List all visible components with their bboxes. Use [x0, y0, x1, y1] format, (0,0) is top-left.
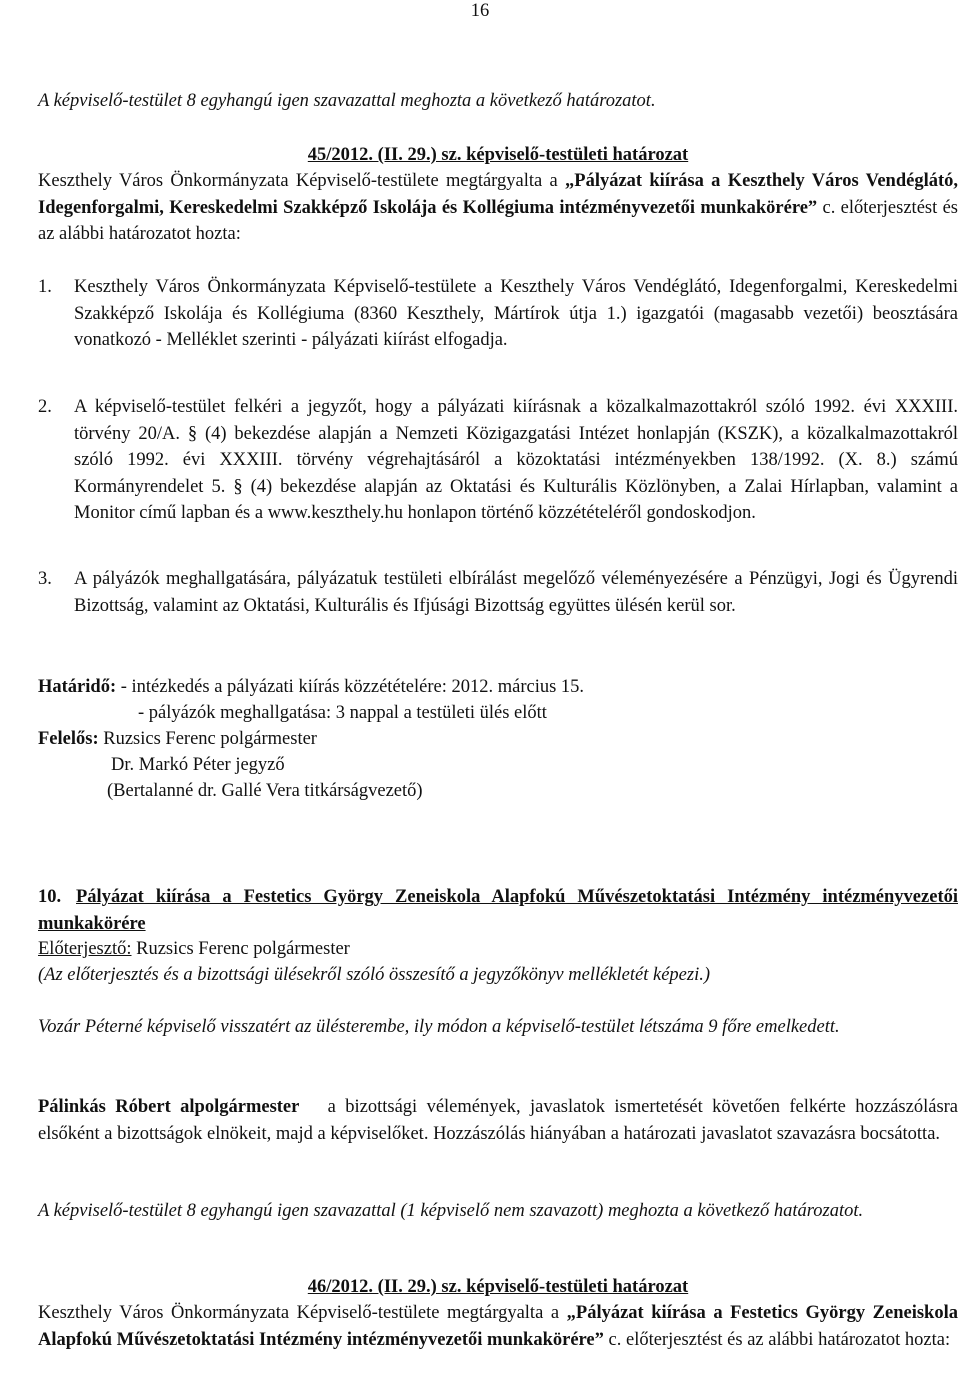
resolution-item-2	[38, 394, 958, 527]
responsible-label: Felelős:	[38, 729, 99, 749]
presenter-value: Ruzsics Ferenc polgármester	[131, 939, 350, 959]
page-number: 16	[470, 1, 490, 21]
responsible-line-2: Dr. Markó Péter jegyző	[111, 755, 285, 775]
agenda-title: Pályázat kiírása a Festetics György Zeneiskola Alapfokú Művészetoktatási Intézmény intézményvezetői munkakörére	[38, 887, 958, 934]
vozar-paragraph: Vozár Péterné képviselő visszatért az ülésterembe, ily módon a képviselő-testület létszáma 9 főre emelkedett.	[38, 1017, 840, 1037]
lead-text-end: c. előterjesztést és az alábbi határozatot hozta:	[603, 1329, 951, 1350]
item-text: A pályázók meghallgatására, pályázatuk testületi elbírálást megelőző véleményezésére a Pénzügyi, Jogi és Ügyrendi Bizottság, valamint az Oktatási, Kulturális és Ifjúsági Bizottság együttes ülésén kerül sor.	[74, 569, 958, 616]
lead-text: Keszthely Város Önkormányzata Képviselő-testülete megtárgyalta a	[38, 171, 566, 191]
lead-text-end: c. előterjesztést és az alábbi határozatot hozta:	[38, 197, 958, 244]
resolution-46-lead	[38, 1300, 958, 1353]
responsible-line-3: (Bertalanné dr. Gallé Vera titkárságvezető)	[107, 781, 423, 801]
deadline-label: Határidő:	[38, 677, 117, 697]
item-number: 2.	[38, 397, 52, 417]
responsible-line	[38, 726, 958, 753]
agenda-item-10	[38, 884, 958, 937]
item-text: Keszthely Város Önkormányzata Képviselő-testülete a Keszthely Város Vendéglátó, Idegenforgalmi, Kereskedelmi Szakképző Iskolája és Kollégiuma (8360 Keszthely, Mártírok útja 1.) igazgatói (magasabb vezetői) beosztására vonatkozó - Melléklet szerinti - pályázati kiírást elfogadja.	[74, 277, 958, 350]
deadline-line	[38, 674, 958, 701]
agenda-number: 10.	[38, 887, 62, 907]
resolution-item-3	[38, 566, 958, 619]
intro-sentence: A képviselő-testület 8 egyhangú igen szavazattal meghozta a következő határozatot.	[38, 91, 656, 111]
resolution-46-title: 46/2012. (II. 29.) sz. képviselő-testületi határozat	[307, 1277, 689, 1297]
presenter-label: Előterjesztő:	[38, 939, 132, 959]
resolution-45-title: 45/2012. (II. 29.) sz. képviselő-testületi határozat	[307, 145, 689, 165]
palinkas-paragraph	[38, 1094, 958, 1147]
item-number: 3.	[38, 569, 52, 589]
intro-sentence-2: A képviselő-testület 8 egyhangú igen szavazattal (1 képviselő nem szavazott) meghozta a következő határozatot.	[38, 1201, 864, 1221]
resolution-item-1	[38, 274, 958, 354]
speaker-name: Pálinkás Róbert alpolgármester	[38, 1097, 300, 1117]
item-text: A képviselő-testület felkéri a jegyzőt, hogy a pályázati kiírásnak a közalkalmazottakról szóló 1992. évi XXXIII. törvény 20/A. § (4) bekezdése alapján a Nemzeti Közigazgatási Intézet honlapján (KSZK), a közalkalmazottakról szóló 1992. évi XXXIII. törvény végrehajtásáról a közoktatási intézményekben 138/1992. (X. 8.) számú Kormányrendelet 5. § (4) bekezdése alapján az Oktatási és Kulturális Közlönyben, a Zalai Hírlapban, valamint a Monitor című lapban és a www.keszthely.hu honlapon történő közzétételéről gondoskodjon.	[74, 397, 958, 523]
lead-text: Keszthely Város Önkormányzata Képviselő-testülete megtárgyalta a	[38, 1303, 567, 1323]
responsible-value: Ruzsics Ferenc polgármester	[98, 729, 317, 749]
deadline-value: - intézkedés a pályázati kiírás közzétételére: 2012. március 15.	[116, 677, 585, 697]
resolution-45-lead	[38, 168, 958, 248]
lead-subject: „Pályázat kiírása a Festetics György Zeneiskola Alapfokú Művészetoktatási Intézmény intézményvezetői munkakörére”	[38, 1303, 958, 1350]
item-number: 1.	[38, 277, 52, 297]
speaker-text: a bizottsági vélemények, javaslatok ismertetését követően felkérte hozzászólásra elsőként a bizottságok elnökeit, majd a képviselőket. Hozzászólás hiányában a határozati javaslatot szavazásra bocsátotta.	[38, 1097, 959, 1144]
deadline-line-2: - pályázók meghallgatása: 3 nappal a testületi ülés előtt	[138, 703, 547, 723]
presenter-line	[38, 936, 958, 963]
attachment-note: (Az előterjesztés és a bizottsági ülésekről szóló összesítő a jegyzőkönyv mellékletét képezi.)	[38, 965, 711, 985]
lead-subject: „Pályázat kiírása a Keszthely Város Vendéglátó, Idegenforgalmi, Kereskedelmi Szakképző Iskolája és Kollégiuma intézményvezetői munkakörére”	[38, 171, 958, 218]
